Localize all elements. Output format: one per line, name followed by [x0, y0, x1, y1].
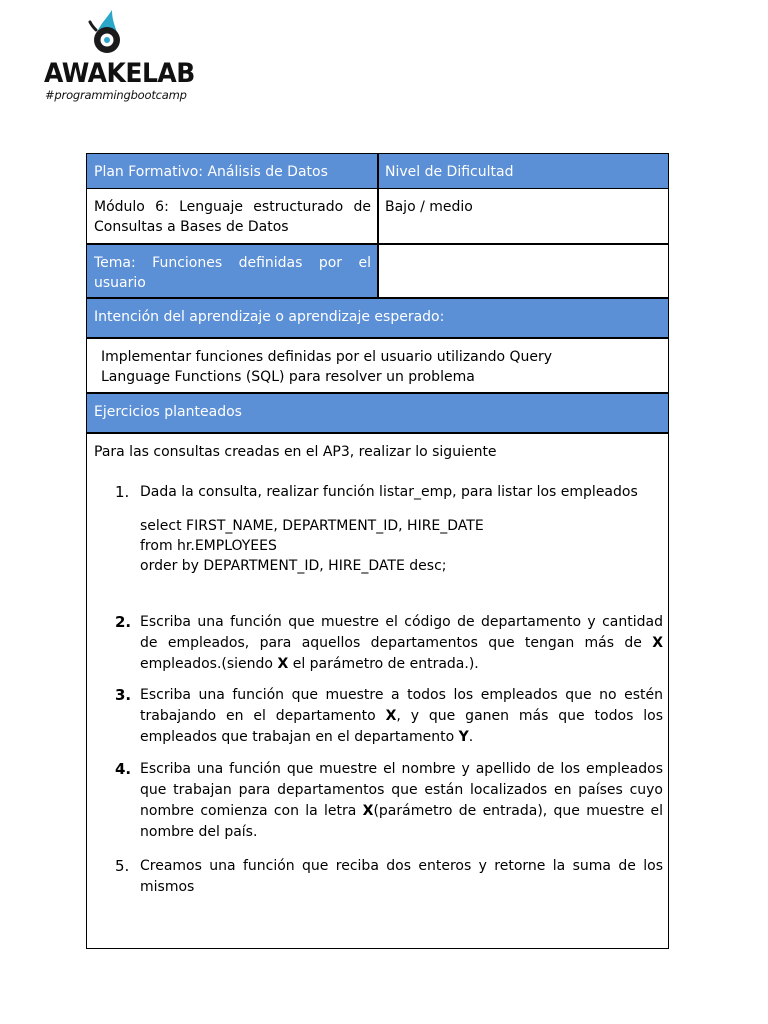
intent-text-row [87, 339, 668, 393]
plan-formativo-cell: Plan Formativo: Análisis de Datos [94, 164, 328, 180]
item-text-part: (parámetro de entrada), que muestre el nombre del país. [140, 803, 663, 840]
plan-table [86, 153, 669, 949]
item-number: 2. [115, 613, 132, 631]
exercises-heading: Ejercicios planteados [94, 404, 242, 420]
item-number: 1. [115, 483, 130, 501]
item-number: 4. [115, 760, 132, 778]
intent-text: Implementar funciones definidas por el usuario utilizando Query Language Functions (SQL) para resolver un problema [101, 349, 553, 385]
item-param: Y [458, 729, 469, 745]
intent-heading: Intención del aprendizaje o aprendizaje esperado: [94, 309, 445, 325]
logo-wordmark: AWAKELAB [44, 57, 195, 89]
awakelab-logo [44, 8, 195, 102]
code-line: order by DEPARTMENT_ID, HIRE_DATE desc; [140, 558, 447, 574]
item-param: X [652, 635, 663, 651]
tema-cell: Tema: Funciones definidas por el usuario [87, 245, 378, 297]
awakelab-drop-icon [82, 8, 128, 58]
sql-code-block [140, 516, 640, 576]
code-line: select FIRST_NAME, DEPARTMENT_ID, HIRE_DATE [140, 518, 484, 534]
logo-tagline: #programmingbootcamp [45, 88, 187, 102]
item-text-part: empleados.(siendo [140, 656, 278, 672]
exercises-intro: Para las consultas creadas en el AP3, realizar lo siguiente [94, 444, 497, 460]
exercises-heading-row [87, 394, 668, 432]
item-param: X [277, 656, 289, 672]
item-param: X [362, 803, 374, 819]
modulo-cell: Módulo 6: Lenguaje estructurado de Consultas a Bases de Datos [94, 199, 371, 235]
nivel-dificultad-value: Bajo / medio [385, 199, 473, 215]
tema-empty-cell [378, 245, 668, 297]
item-text [140, 612, 663, 675]
table-row-plan [87, 154, 668, 188]
item-text-part: , y que ganen más que todos los empleados que trabajan en el departamento [140, 708, 663, 745]
item-number: 3. [115, 686, 132, 704]
item-text: Dada la consulta, realizar función listar_emp, para listar los empleados [140, 484, 638, 500]
nivel-dificultad-header: Nivel de Dificultad [385, 164, 514, 180]
exercises-body [87, 434, 668, 948]
item-text-part: . [468, 729, 474, 745]
intent-heading-row [87, 299, 668, 337]
table-row-tema [87, 245, 668, 297]
item-text [140, 685, 663, 748]
item-number: 5. [115, 857, 130, 875]
item-text-part: Escriba una función que muestre el nombre y apellido de los empleados que trabajan para departamentos que están localizados en países cuyo nombre comienza con la letra [140, 761, 663, 819]
item-text: Creamos una función que reciba dos enteros y retorne la suma de los mismos [140, 858, 663, 895]
item-text-part: el parámetro de entrada.). [288, 656, 479, 672]
code-line: from hr.EMPLOYEES [140, 538, 277, 554]
item-text-part: Escriba una función que muestre el código de departamento y cantidad de empleados, para aquellos departamentos que tengan más de [140, 614, 663, 651]
item-param: X [385, 708, 397, 724]
item-text-part: Escriba una función que muestre a todos los empleados que no estén trabajando en el departamento [140, 687, 663, 724]
item-text [140, 759, 663, 843]
table-row-modulo [87, 189, 668, 243]
